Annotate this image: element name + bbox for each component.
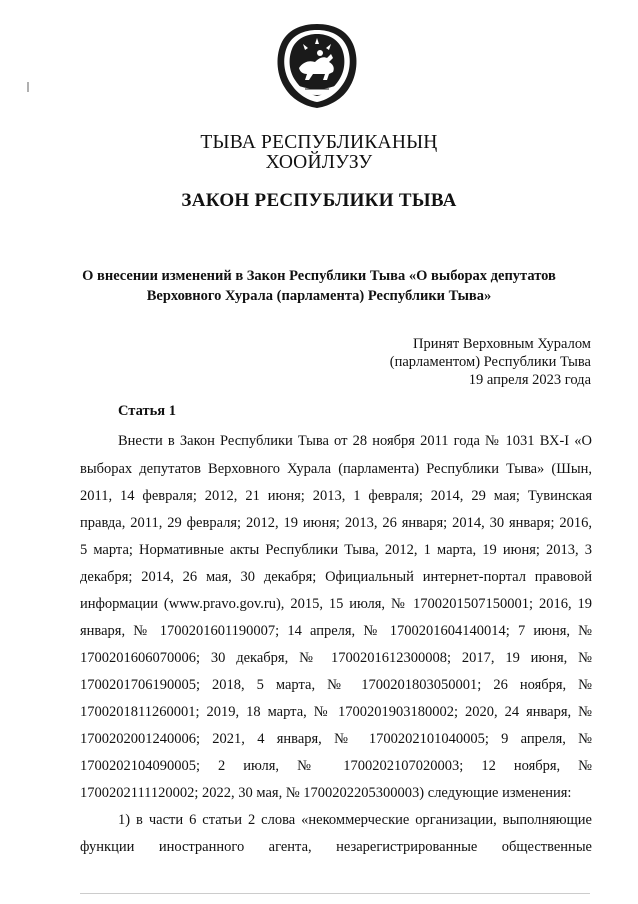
header-line-2: ХООЙЛУЗУ [265,152,373,173]
body-line: 1700201811260001; 2019, 18 марта, № 1700201903180002; 2020, 24 января, № [80,704,592,720]
body-line: выборах депутатов Верховного Хурала (парламента) Республики Тыва» (Шын, [80,461,592,477]
law-title: ЗАКОН РЕСПУБЛИКИ ТЫВА [181,190,457,211]
adopted-line-1: Принят Верховным Хуралом [413,336,591,352]
article-heading: Статья 1 [118,403,176,419]
body-line: правда, 2011, 29 февраля; 2012, 19 июня; 2013, 26 января; 2014, 30 января; 2016, [80,515,592,531]
body-line: 1700202111120002; 2022, 30 мая, № 1700202205300003) следующие изменения: [80,785,572,801]
body-line: 5 марта; Нормативные акты Республики Тыва, 2012, 1 марта, 19 июня; 2013, 3 [80,542,592,558]
subject-line-1: О внесении изменений в Закон Республики Тыва «О выборах депутатов [82,268,556,284]
body-line: 2011, 14 февраля; 2012, 21 июня; 2013, 1 февраля; 2014, 29 мая; Тувинская [80,488,592,504]
body-line: 1700202104090005; 2 июля, № 1700202107020003; 12 ноября, № [80,758,592,774]
body-line: функции иностранного агента, незарегистрированные общественные [80,839,592,855]
subject-line-2: Верховного Хурала (парламента) Республики Тыва» [146,288,492,304]
body-line: января, № 1700201601190007; 14 апреля, № 1700201604140014; 7 июня, № [80,623,592,639]
header-line-1: ТЫВА РЕСПУБЛИКАНЫҢ [200,132,438,153]
body-line: 1700202001240006; 2021, 4 января, № 1700202101040005; 9 апреля, № [80,731,592,747]
coat-of-arms-icon [273,22,361,110]
scan-margin-mark [27,82,29,92]
body-line: 1700201706190005; 2018, 5 марта, № 1700201803050001; 26 ноября, № [80,677,592,693]
adopted-line-3: 19 апреля 2023 года [468,372,591,388]
body-line: 1700201606070006; 30 декабря, № 1700201612300008; 2017, 19 июня, № [80,650,592,666]
page-bottom-edge [80,893,590,894]
body-line: 1) в части 6 статьи 2 слова «некоммерческие организации, выполняющие [118,812,592,828]
body-line: декабря; 2014, 26 мая, 30 декабря; Официальный интернет-портал правовой [80,569,592,585]
body-line: информации (www.pravo.gov.ru), 2015, 15 июля, № 1700201507150001; 2016, 19 [80,596,592,612]
body-line: Внести в Закон Республики Тыва от 28 ноября 2011 года № 1031 ВХ-I «О [118,433,592,449]
adopted-line-2: (парламентом) Республики Тыва [389,354,591,370]
